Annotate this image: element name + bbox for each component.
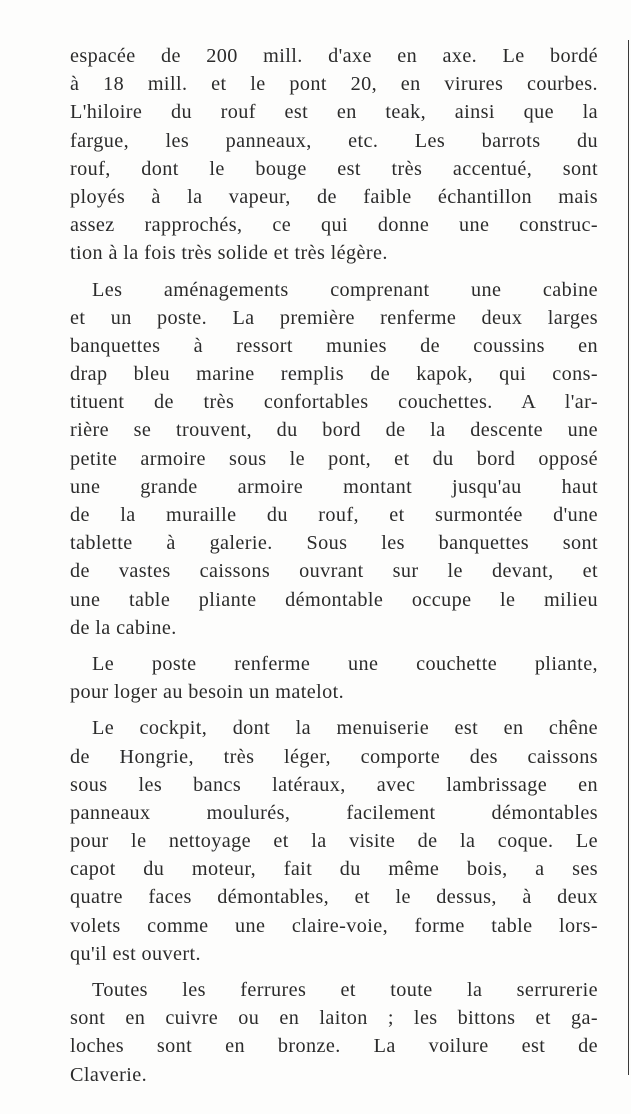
text-line: rière se trouvent, du bord de la descente une: [70, 419, 598, 442]
text-line: quatre faces démontables, et le dessus, à deux: [70, 886, 598, 909]
paragraph: [70, 276, 598, 642]
text-line: capot du moteur, fait du même bois, a ses: [70, 858, 598, 881]
text-line: de la muraille du rouf, et surmontée d'une: [70, 504, 598, 526]
text-line: une grande armoire montant jusqu'au haut: [70, 475, 598, 498]
text-line: ployés à la vapeur, de faible échantillon mais: [70, 185, 598, 208]
text-line: Toutes les ferrures et toute la serrurerie: [92, 979, 598, 1001]
paragraph: [70, 976, 598, 1089]
text-line: fargue, les panneaux, etc. Les barrots du: [70, 129, 598, 152]
text-line: loches sont en bronze. La voilure est de: [70, 1035, 598, 1058]
text-line: Le poste renferme une couchette pliante,: [92, 652, 598, 675]
text-line: L'hiloire du rouf est en teak, ainsi que la: [70, 101, 598, 124]
text-line: Le cockpit, dont la menuiserie est en chêne: [92, 717, 598, 740]
text-line: Claverie.: [70, 1063, 148, 1086]
text-line: et un poste. La première renferme deux larges: [70, 306, 598, 329]
text-line: une table pliante démontable occupe le milieu: [70, 588, 598, 611]
text-line: pour le nettoyage et la visite de la coque. Le: [70, 830, 598, 853]
text-line: panneaux moulurés, facilement démontables: [70, 801, 598, 824]
text-line: de la cabine.: [70, 616, 177, 639]
paragraph: [70, 42, 598, 268]
text-line: drap bleu marine remplis de kapok, qui cons-: [70, 363, 598, 386]
text-line: assez rapprochés, ce qui donne une construc-: [70, 214, 598, 237]
text-line: de Hongrie, très léger, comporte des caissons: [70, 745, 598, 768]
text-line: tion à la fois très solide et très légère.: [70, 242, 388, 265]
text-column: [70, 42, 598, 1097]
text-line: petite armoire sous le pont, et du bord opposé: [70, 447, 598, 470]
text-line: Les aménagements comprenant une cabine: [92, 278, 598, 301]
text-line: tablette à galerie. Sous les banquettes sont: [70, 532, 598, 555]
text-line: rouf, dont le bouge est très accentué, sont: [70, 157, 598, 180]
text-line: banquettes à ressort munies de coussins en: [70, 334, 598, 357]
page-edge-rule: [628, 40, 629, 1075]
text-line: à 18 mill. et le pont 20, en virures courbes.: [70, 73, 598, 96]
text-line: espacée de 200 mill. d'axe en axe. Le bordé: [70, 45, 598, 67]
paragraph: [70, 650, 598, 706]
text-line: volets comme une claire-voie, forme table lors-: [70, 914, 598, 937]
text-line: tituent de très confortables couchettes. A l'ar-: [70, 391, 598, 414]
text-line: qu'il est ouvert.: [70, 942, 201, 965]
text-line: sous les bancs latéraux, avec lambrissage en: [70, 773, 598, 796]
text-line: sont en cuivre ou en laiton ; les bittons et ga-: [70, 1007, 598, 1030]
paragraph: [70, 714, 598, 968]
text-line: pour loger au besoin un matelot.: [70, 681, 345, 704]
text-line: de vastes caissons ouvrant sur le devant, et: [70, 560, 598, 583]
